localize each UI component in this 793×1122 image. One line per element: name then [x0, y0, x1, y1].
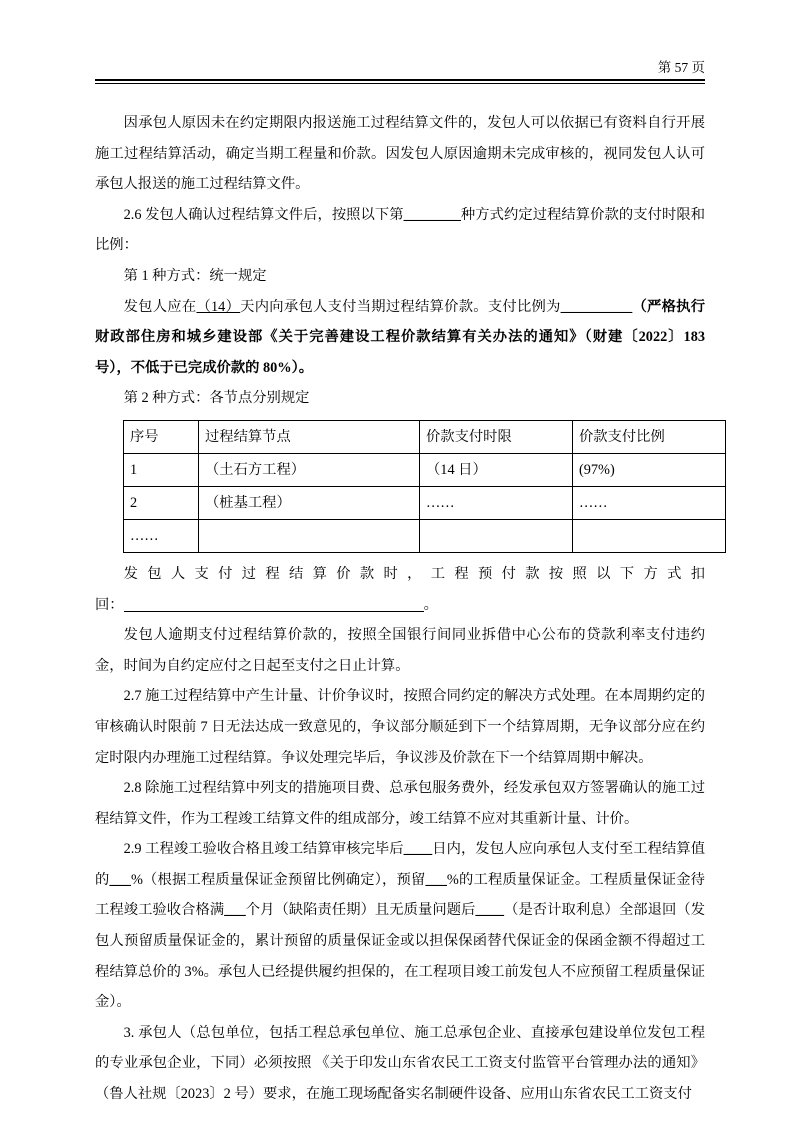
method-2-title: 第 2 种方式：各节点分别规定: [123, 390, 310, 407]
method-1-bold-tail: ）。: [291, 359, 314, 376]
para-2-6-prefix: 2.6 发包人确认过程结算文件后，按照以下第: [123, 206, 404, 223]
method-1-bold-note: （严格执行财政部住房和城乡建设部《关于完善建设工程价款结算有关办法的通知》（财建〔2022〕183 号），不低于已完成价款的 80%: [95, 298, 706, 376]
para-2-9-f: （是否计取利息）全部退回（发包人预留质量保证金的，累计预留的质量保证金或以担保保函替代保证金的保函金额不得超过工程结算总价的 3%。承包人已经提供履约担保的，在工程项目竣工前发包人不应预留工程质量保证金）。: [95, 902, 706, 1011]
para-2-9-e: 个月（缺陷责任期）且无质量问题后: [245, 902, 476, 919]
deduction-blank: [124, 596, 424, 612]
table-cell-deadline: [420, 519, 573, 552]
process-settlement-nodes-table: [123, 420, 726, 553]
header-divider-thin: [95, 83, 705, 84]
method-1-days: （14）: [196, 298, 241, 315]
deduction-suffix: 。: [423, 596, 438, 613]
paragraph-2-8: 2.8 除施工过程结算中列支的措施项目费、总承包服务费外，经发承包双方签署确认的施工过程结算文件，作为工程竣工结算文件的组成部分，竣工结算不应对其重新计量、计价。: [95, 780, 705, 827]
table-header-cell-seq: 序号: [124, 420, 199, 453]
para-2-6-blank: ________: [403, 206, 461, 223]
para-2-9-d: %的工程质量保证金。工程质量保证金待工程竣工验收合格满: [95, 871, 705, 919]
para-2-9-blank-months: ___: [224, 902, 246, 919]
table-cell-ratio: (97%): [573, 453, 726, 486]
para-2-9-blank-days: ____: [403, 841, 433, 858]
table-cell-deadline: ……: [420, 486, 573, 519]
para-2-9-blank-pct1: ___: [109, 871, 131, 888]
header-divider-thick: [95, 79, 705, 81]
method-1-body: [95, 292, 705, 384]
para-2-9-a: 2.9 工程竣工验收合格且竣工结算审核完毕后: [123, 841, 404, 858]
table-header-cell-node: 过程结算节点: [199, 420, 420, 453]
page-number: 第 57 页: [657, 60, 705, 75]
para-2-9-b: 日内，发包人应向承包人支付至工程结算值的: [95, 841, 705, 888]
table-header-row: [124, 420, 726, 453]
advance-payment-deduction-line2: [95, 590, 705, 621]
table-row: [124, 486, 726, 519]
document-body: [95, 108, 705, 1110]
paragraph-2-6: [95, 200, 705, 261]
method-1-text-b: 天内向承包人支付当期过程结算价款。支付比例为: [240, 298, 561, 315]
table-row: [124, 519, 726, 552]
para-2-9-blank-pct2: ___: [425, 871, 447, 888]
table-cell-ratio: ……: [573, 486, 726, 519]
page-header: [95, 60, 705, 84]
deduction-prefix: 回：: [95, 596, 124, 613]
table-cell-ratio: [573, 519, 726, 552]
table-cell-node: （土石方工程）: [199, 453, 420, 486]
method-1-ratio-blank: __________: [560, 298, 633, 315]
para-2-6-suffix: 种方式约定过程结算价款的支付时限和比例：: [95, 206, 705, 254]
table-cell-deadline: （14 日）: [420, 453, 573, 486]
table-header-cell-ratio: 价款支付比例: [573, 420, 726, 453]
method-1-title: 第 1 种方式：统一规定: [123, 267, 267, 284]
table-header-cell-deadline: 价款支付时限: [420, 420, 573, 453]
method-1-text-a: 发包人应在: [123, 298, 197, 315]
table-cell-seq: 1: [124, 453, 199, 486]
paragraph-3: 3. 承包人（总包单位，包括工程总承包单位、施工总承包企业、直接承包建设单位发包工程的专业承包企业，下同）必须按照 《关于印发山东省农民工工资支付监管平台管理办法的通知》（鲁人社规〔2023〕2 号）要求，在施工现场配备实名制硬件设备、应用山东省农民工工资支付: [95, 1024, 705, 1103]
advance-payment-deduction-line1: 发 包 人 支 付 过 程 结 算 价 款 时 ， 工 程 预 付 款 按 照 以 下 方 式 扣: [123, 565, 705, 582]
para-2-9-blank-interest: ____: [475, 902, 505, 919]
paragraph-overdue-payment: 发包人逾期支付过程结算价款的，按照全国银行间同业拆借中心公布的贷款利率支付违约金，时间为自约定应付之日起至支付之日止计算。: [95, 627, 705, 674]
table-cell-seq: 2: [124, 486, 199, 519]
paragraph-2-7: 2.7 施工过程结算中产生计量、计价争议时，按照合同约定的解决方式处理。在本周期约定的审核确认时限前 7 日无法达成一致意见的，争议部分顺延到下一个结算周期，无争议部分应在约定时限内办理施工过程结算。争议处理完毕后，争议涉及价款在下一个结算周期中解决。: [95, 688, 705, 766]
paragraph-overdue-report: 因承包人原因未在约定期限内报送施工过程结算文件的，发包人可以依据已有资料自行开展施工过程结算活动，确定当期工程量和价款。因发包人原因逾期未完成审核的，视同发包人认可承包人报送的施工过程结算文件。: [95, 115, 705, 193]
table-row: [124, 453, 726, 486]
table-cell-node: （桩基工程）: [199, 486, 420, 519]
table-cell-node: [199, 519, 420, 552]
paragraph-2-9: [95, 834, 705, 1018]
table-cell-seq: ……: [124, 519, 199, 552]
para-2-9-c: %（根据工程质量保证金预留比例确定），预留: [130, 871, 426, 888]
